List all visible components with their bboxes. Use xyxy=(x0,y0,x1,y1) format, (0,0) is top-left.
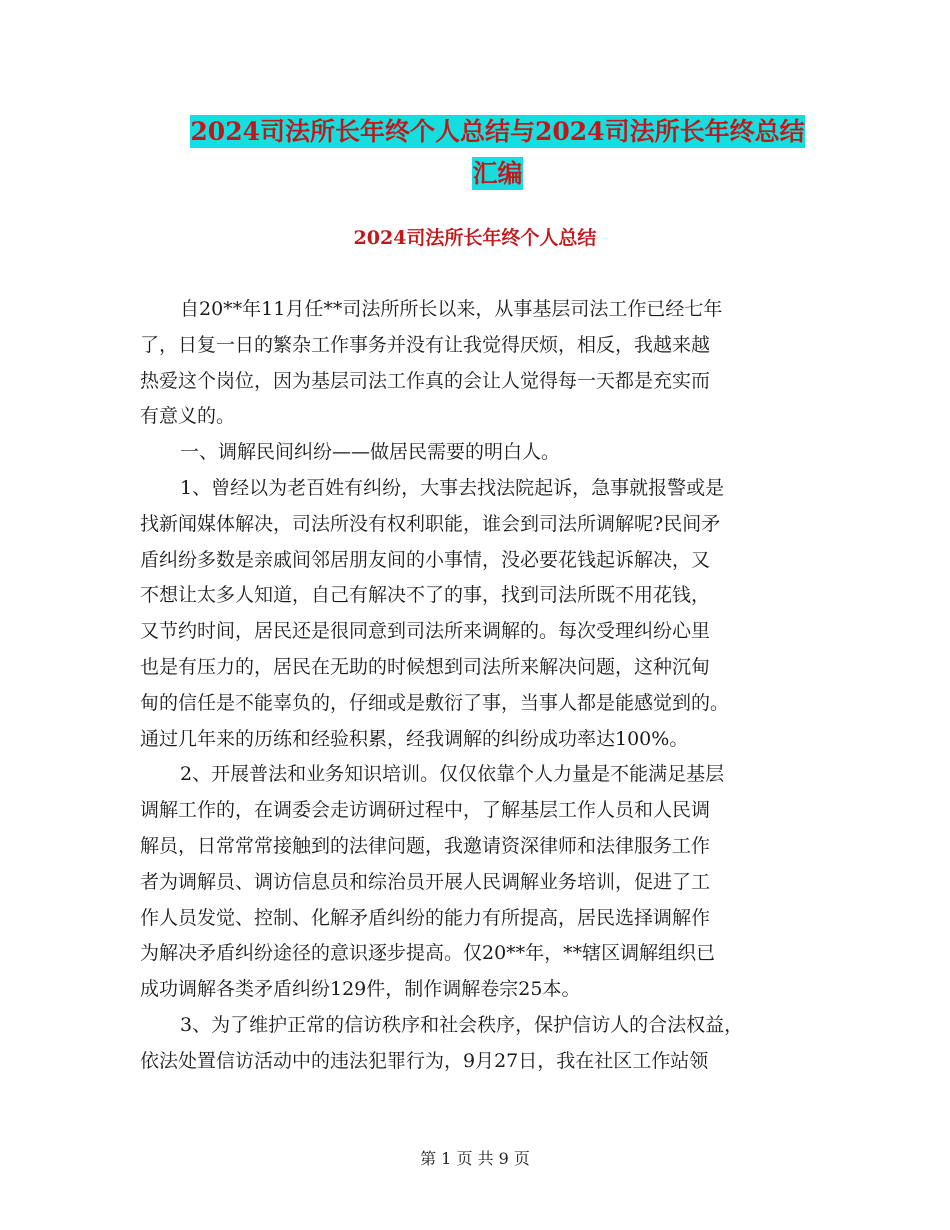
body-line: 有意义的。 xyxy=(140,405,236,428)
document-title-line-1 xyxy=(140,108,855,156)
body-text xyxy=(140,292,840,1080)
document-title-text-1: 2024司法所长年终个人总结与2024司法所长年终总结 xyxy=(190,117,805,146)
document-title-text-2: 汇编 xyxy=(472,159,523,188)
body-line: 了，日复一日的繁杂工作事务并没有让我觉得厌烦，相反，我越来越 xyxy=(140,333,711,356)
page-footer: 第 1 页 共 9 页 xyxy=(420,1149,530,1168)
body-line: 成功调解各类矛盾纠纷129件，制作调解卷宗25本。 xyxy=(140,978,581,1001)
body-line: 一、调解民间纠纷——做居民需要的明白人。 xyxy=(180,441,561,464)
body-line: 甸的信任是不能辜负的，仔细或是敷衍了事，当事人都是能感觉到的。 xyxy=(140,691,730,714)
body-line: 2、开展普法和业务知识培训。仅仅依靠个人力量是不能满足基层 xyxy=(180,763,725,786)
body-line: 解员，日常常常接触到的法律问题，我邀请资深律师和法律服务工作 xyxy=(140,834,711,857)
body-line: 盾纠纷多数是亲戚间邻居朋友间的小事情，没必要花钱起诉解决，又 xyxy=(140,548,711,571)
body-line: 依法处置信访活动中的违法犯罪行为，9月27日，我在社区工作站领 xyxy=(140,1049,709,1072)
section-title: 2024司法所长年终个人总结 xyxy=(353,227,597,249)
body-line: 3、为了维护正常的信访秩序和社会秩序，保护信访人的合法权益， xyxy=(180,1013,744,1036)
body-line: 调解工作的，在调委会走访调研过程中，了解基层工作人员和人民调 xyxy=(140,799,711,822)
body-line: 也是有压力的，居民在无助的时候想到司法所来解决问题，这种沉甸 xyxy=(140,655,711,678)
body-line: 热爱这个岗位，因为基层司法工作真的会让人觉得每一天都是充实而 xyxy=(140,369,711,392)
body-line: 通过几年来的历练和经验积累，经我调解的纠纷成功率达100%。 xyxy=(140,727,689,750)
body-line: 不想让太多人知道，自己有解决不了的事，找到司法所既不用花钱， xyxy=(140,584,711,607)
body-line: 者为调解员、调访信息员和综治员开展人民调解业务培训，促进了工 xyxy=(140,870,711,893)
body-line: 又节约时间，居民还是很同意到司法所来调解的。每次受理纠纷心里 xyxy=(140,620,711,643)
body-line: 找新闻媒体解决，司法所没有权利职能，谁会到司法所调解呢?民间矛 xyxy=(140,512,721,535)
body-line: 作人员发觉、控制、化解矛盾纠纷的能力有所提高，居民选择调解作 xyxy=(140,906,711,929)
body-line: 1、曾经以为老百姓有纠纷，大事去找法院起诉，急事就报警或是 xyxy=(180,476,725,499)
document-title-line-2 xyxy=(140,150,855,198)
body-line: 为解决矛盾纠纷途径的意识逐步提高。仅20**年，**辖区调解组织已 xyxy=(140,942,716,965)
body-line: 自20**年11月任**司法所所长以来，从事基层司法工作已经七年 xyxy=(180,298,723,320)
